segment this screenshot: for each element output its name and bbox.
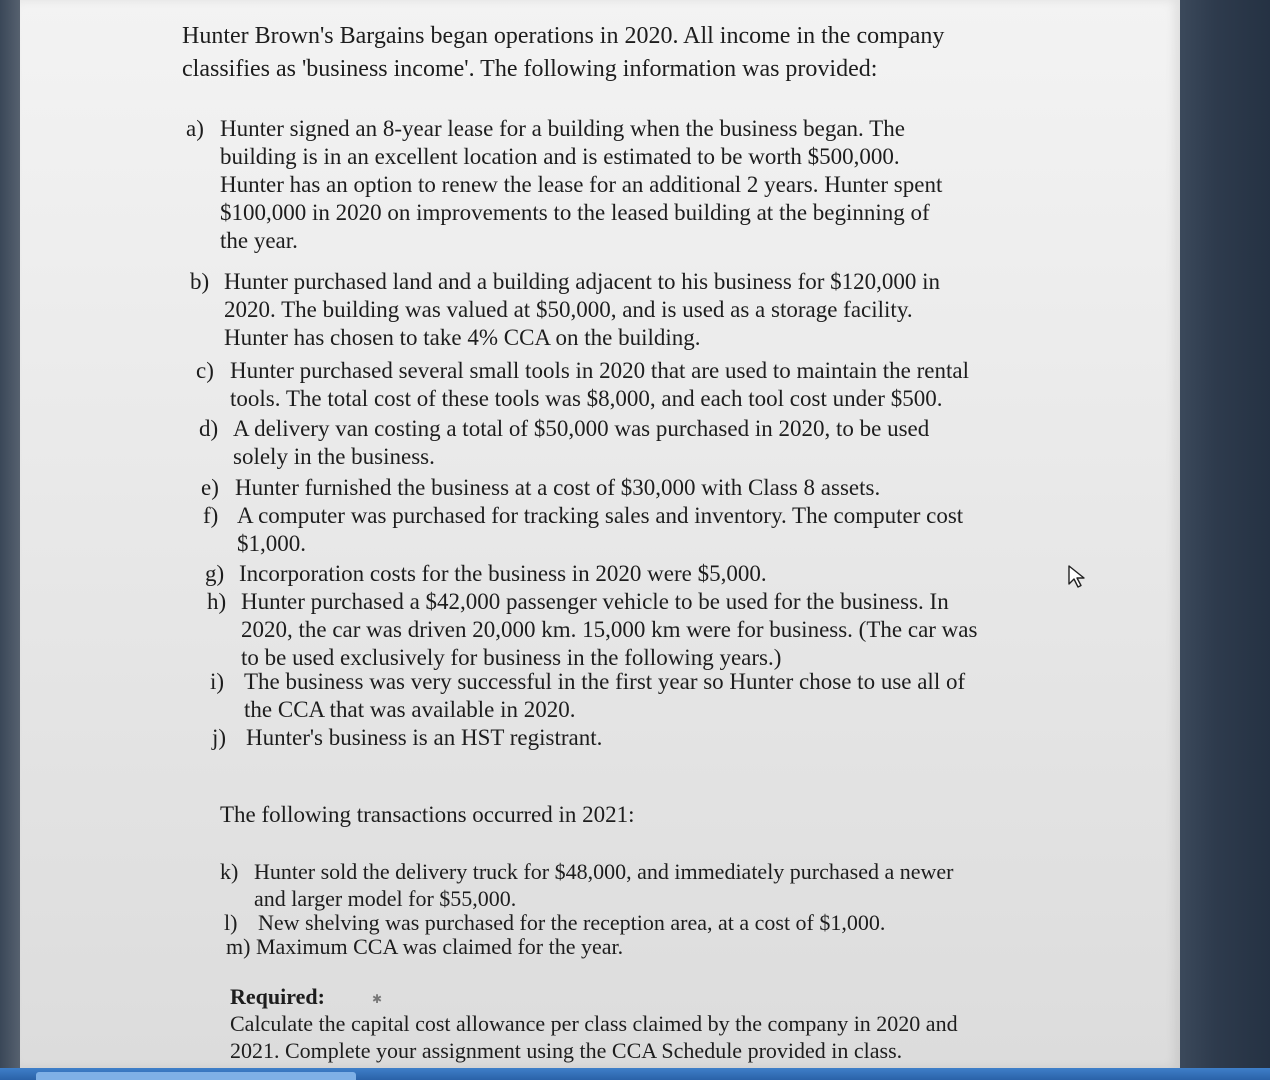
list-item-i bbox=[210, 668, 965, 724]
item-line: Maximum CCA was claimed for the year. bbox=[255, 934, 624, 959]
intro-paragraph bbox=[182, 20, 944, 86]
item-line: Hunter's business is an HST registrant. bbox=[246, 725, 603, 750]
item-line: tools. The total cost of these tools was $8,000, and each tool cost under $500. bbox=[230, 386, 943, 411]
monitor-bezel-right bbox=[1178, 0, 1270, 1080]
item-line: A computer was purchased for tracking sales and inventory. The computer cost bbox=[237, 503, 964, 528]
item-line: Hunter purchased a $42,000 passenger vehicle to be used for the business. In bbox=[241, 589, 949, 614]
item-letter: i) bbox=[210, 669, 225, 694]
list-item-e bbox=[201, 474, 880, 502]
list-item-g bbox=[205, 560, 767, 588]
list-item-b bbox=[190, 268, 940, 352]
item-letter: h) bbox=[207, 589, 227, 614]
item-line: Hunter purchased land and a building adjacent to his business for $120,000 in bbox=[224, 269, 941, 294]
list-item-f bbox=[203, 502, 963, 558]
item-line: Hunter signed an 8-year lease for a building when the business began. The bbox=[220, 116, 905, 141]
item-letter: j) bbox=[212, 725, 227, 750]
item-letter: l) bbox=[224, 910, 238, 935]
item-line: the CCA that was available in 2020. bbox=[244, 697, 576, 722]
item-line: the year. bbox=[220, 228, 298, 253]
item-line: Hunter sold the delivery truck for $48,000, and immediately purchased a newer bbox=[254, 859, 954, 884]
list-item-h bbox=[207, 588, 977, 672]
required-section bbox=[230, 983, 958, 1064]
item-line: $1,000. bbox=[237, 531, 306, 556]
transactions-2021-heading: The following transactions occurred in 2021: bbox=[220, 802, 635, 827]
list-item-l bbox=[224, 910, 885, 936]
list-item-k bbox=[220, 858, 954, 912]
list-item-c bbox=[196, 357, 969, 413]
intro-line: classifies as 'business income'. The following information was provided: bbox=[182, 56, 878, 82]
list-item-j bbox=[212, 724, 602, 752]
list-item-a bbox=[186, 115, 942, 255]
item-letter: k) bbox=[220, 859, 239, 884]
taskbar-active-item[interactable] bbox=[36, 1072, 356, 1080]
item-line: to be used exclusively for business in the following years.) bbox=[241, 645, 782, 670]
item-letter: f) bbox=[203, 503, 219, 528]
monitor-bezel-left bbox=[0, 0, 20, 1080]
required-line: 2021. Complete your assignment using the CCA Schedule provided in class. bbox=[230, 1038, 903, 1063]
item-line: Hunter has an option to renew the lease for an additional 2 years. Hunter spent bbox=[220, 172, 943, 197]
item-line: Incorporation costs for the business in 2020 were $5,000. bbox=[239, 561, 767, 586]
item-letter: b) bbox=[190, 269, 210, 294]
item-line: Hunter purchased several small tools in 2020 that are used to maintain the rental bbox=[230, 358, 969, 383]
required-line: Calculate the capital cost allowance per class claimed by the company in 2020 and bbox=[230, 1011, 958, 1036]
item-line: 2020. The building was valued at $50,000, and is used as a storage facility. bbox=[224, 297, 913, 322]
list-item-d bbox=[199, 415, 929, 471]
item-line: solely in the business. bbox=[233, 444, 435, 469]
list-item-m bbox=[226, 934, 623, 960]
item-letter: d) bbox=[199, 416, 219, 441]
item-line: Hunter furnished the business at a cost of $30,000 with Class 8 assets. bbox=[235, 475, 881, 500]
item-letter: m) bbox=[226, 934, 251, 959]
item-letter: c) bbox=[196, 358, 214, 383]
stray-mark-icon: ✱ bbox=[372, 992, 383, 1006]
item-line: The business was very successful in the first year so Hunter chose to use all of bbox=[244, 669, 966, 694]
item-line: 2020, the car was driven 20,000 km. 15,000 km were for business. (The car was bbox=[241, 617, 978, 642]
item-letter: e) bbox=[201, 475, 219, 500]
required-label: Required: bbox=[230, 984, 325, 1009]
item-line: A delivery van costing a total of $50,000 was purchased in 2020, to be used bbox=[233, 416, 930, 441]
item-line: building is in an excellent location and is estimated to be worth $500,000. bbox=[220, 144, 900, 169]
item-line: New shelving was purchased for the reception area, at a cost of $1,000. bbox=[258, 910, 886, 935]
item-line: and larger model for $55,000. bbox=[254, 886, 517, 911]
item-line: Hunter has chosen to take 4% CCA on the building. bbox=[224, 325, 701, 350]
item-letter: a) bbox=[186, 116, 204, 141]
item-letter: g) bbox=[205, 561, 225, 586]
item-line: $100,000 in 2020 on improvements to the leased building at the beginning of bbox=[220, 200, 930, 225]
intro-line: Hunter Brown's Bargains began operations in 2020. All income in the company bbox=[182, 23, 945, 49]
mouse-pointer-icon bbox=[1066, 564, 1088, 590]
